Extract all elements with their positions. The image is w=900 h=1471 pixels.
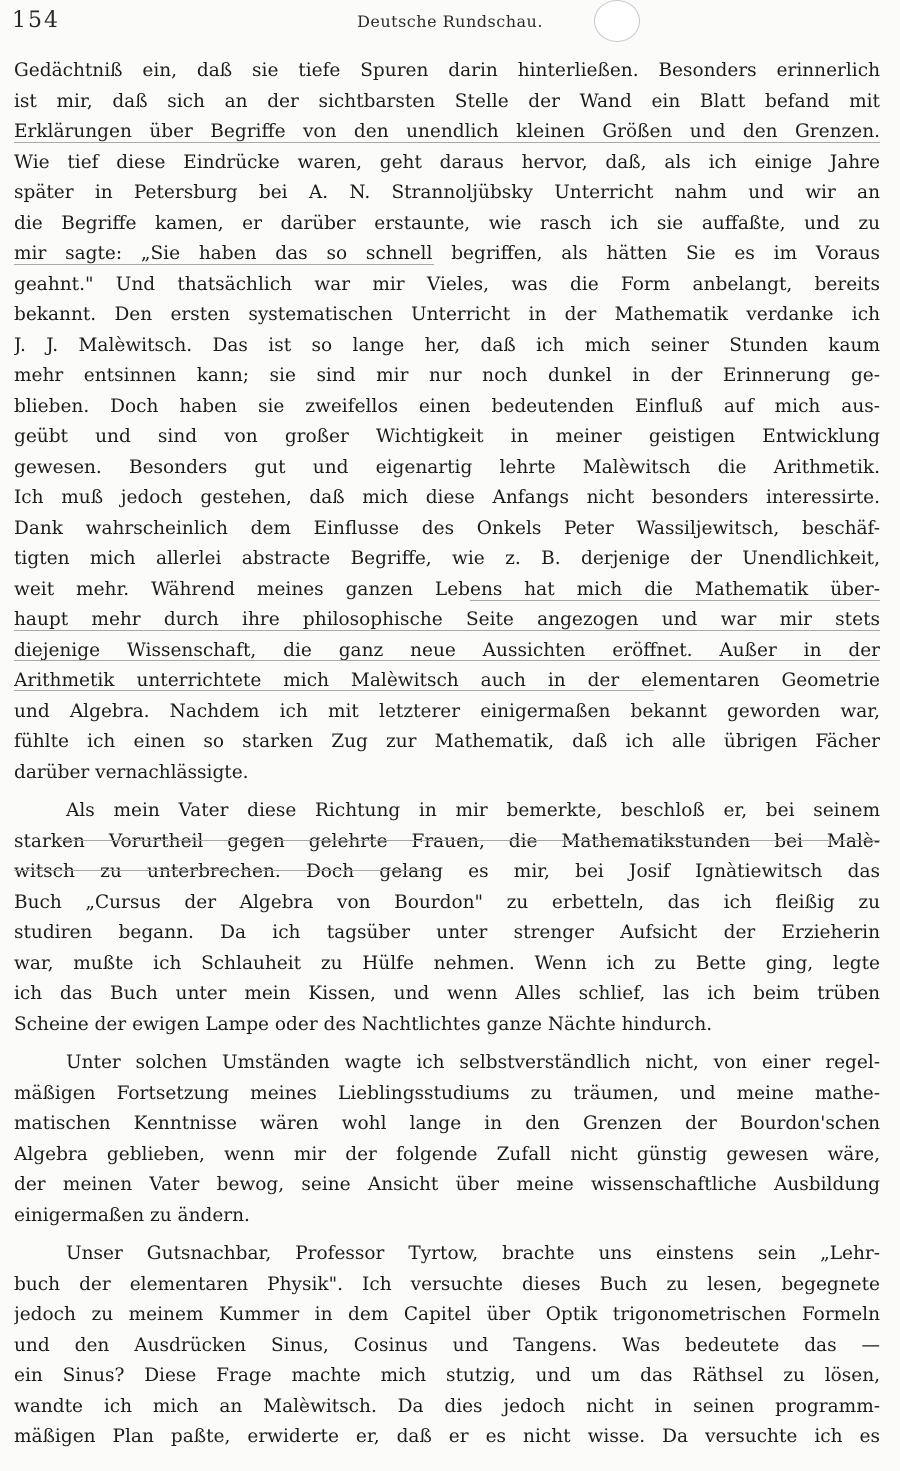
text-line: tigten mich allerlei abstracte Begriffe, wie z. B. derjenige der Unendlichkeit, — [14, 548, 880, 569]
text-line: Unter solchen Umständen wagte ich selbstverständlich nicht, von einer regel- — [66, 1052, 880, 1073]
pencil-underline — [470, 600, 880, 601]
text-line: mäßigen Plan paßte, erwiderte er, daß er es nicht wisse. Da versuchte ich es — [14, 1426, 880, 1447]
text-line: matischen Kenntnisse wären wohl lange in den Grenzen der Bourdon'schen — [14, 1113, 880, 1134]
text-line: blieben. Doch haben sie zweifellos einen bedeutenden Einfluß auf mich aus- — [14, 395, 880, 417]
text-line: geahnt." Und thatsächlich war mir Vieles, was die Form anbelangt, bereits — [14, 273, 880, 295]
text-line: jedoch zu meinem Kummer in dem Capitel über Optik trigonometrischen Formeln — [14, 1304, 880, 1325]
text-line: mir sagte: „Sie haben das so schnell begriffen, als hätten Sie es im Voraus — [14, 243, 880, 264]
text-line: bekannt. Den ersten systematischen Unterricht in der Mathematik verdanke ich — [14, 304, 880, 325]
punch-hole — [594, 0, 640, 42]
paragraph-gap — [14, 1231, 880, 1239]
text-line: wandte ich mich an Malèwitsch. Da dies jedoch nicht in seinen programm- — [14, 1395, 880, 1417]
pencil-underline — [14, 660, 880, 661]
page-number: 154 — [12, 8, 60, 33]
text-line: gewesen. Besonders gut und eigenartig lehrte Malèwitsch die Arithmetik. — [14, 456, 880, 478]
text-line: buch der elementaren Physik". Ich versuchte dieses Buch zu lesen, begegnete — [14, 1273, 880, 1295]
pencil-underline — [60, 840, 880, 841]
text-line: ein Sinus? Diese Frage machte mich stutzig, und um das Räthsel zu lösen, — [14, 1365, 880, 1386]
text-line: haupt mehr durch ihre philosophische Seite angezogen und war mir stets — [14, 609, 880, 630]
text-line: starken Vorurtheil gegen gelehrte Frauen, die Mathematikstunden bei Malè- — [14, 830, 880, 852]
text-line: mäßigen Fortsetzung meines Lieblingsstudiums zu träumen, und meine mathe- — [14, 1082, 880, 1104]
text-line: Scheine der ewigen Lampe oder des Nachtlichtes ganze Nächte hindurch. — [14, 1013, 713, 1035]
text-line: Buch „Cursus der Algebra von Bourdon" zu erbetteln, das ich fleißig zu — [14, 891, 880, 913]
text-line: und Algebra. Nachdem ich mit letzterer einigermaßen bekannt geworden war, — [14, 700, 880, 722]
text-line: ist mir, daß sich an der sichtbarsten Stelle der Wand ein Blatt befand mit — [14, 90, 880, 112]
text-line: J. J. Malèwitsch. Das ist so lange her, daß ich mich seiner Stunden kaum — [14, 334, 880, 356]
text-line: Ich muß jedoch gestehen, daß mich diese Anfangs nicht besonders interessirte. — [14, 487, 880, 508]
text-line: Arithmetik unterrichtete mich Malèwitsch auch in der elementaren Geometrie — [14, 670, 880, 691]
text-line: war, mußte ich Schlauheit zu Hülfe nehmen. Wenn ich zu Bette ging, legte — [14, 952, 880, 974]
pencil-underline — [14, 264, 434, 265]
body-text — [14, 56, 880, 1453]
text-line: geübt und sind von großer Wichtigkeit in meiner geistigen Entwicklung — [14, 426, 880, 447]
paragraph-gap — [14, 788, 880, 796]
text-line: diejenige Wissenschaft, die ganz neue Aussichten eröffnet. Außer in der — [14, 639, 880, 661]
text-line: weit mehr. Während meines ganzen Lebens hat mich die Mathematik über- — [14, 578, 880, 600]
text-line: Als mein Vater diese Richtung in mir bemerkte, beschloß er, bei seinem — [66, 800, 880, 821]
text-line: und den Ausdrücken Sinus, Cosinus und Tangens. Was bedeutete das — — [14, 1334, 880, 1356]
pencil-underline — [14, 630, 880, 631]
text-line: mehr entsinnen kann; sie sind mir nur noch dunkel in der Erinnerung ge- — [14, 365, 880, 386]
text-line: der meinen Vater bewog, seine Ansicht über meine wissenschaftliche Ausbildung — [14, 1174, 880, 1195]
text-line: Unser Gutsnachbar, Professor Tyrtow, brachte uns einstens sein „Lehr- — [66, 1243, 880, 1264]
running-head: Deutsche Rundschau. — [357, 12, 543, 31]
pencil-underline — [14, 142, 880, 143]
text-line: ich das Buch unter mein Kissen, und wenn Alles schlief, las ich beim trüben — [14, 983, 880, 1004]
text-line: einigermaßen zu ändern. — [14, 1204, 250, 1226]
pencil-underline — [14, 690, 654, 691]
text-line: Erklärungen über Begriffe von den unendlich kleinen Größen und den Grenzen. — [14, 121, 880, 142]
text-line: darüber vernachlässigte. — [14, 761, 249, 783]
text-line: später in Petersburg bei A. N. Strannoljübsky Unterricht nahm und wir an — [14, 182, 880, 203]
page-header — [0, 0, 900, 40]
paragraph-gap — [14, 1040, 880, 1048]
text-line: Dank wahrscheinlich dem Einflusse des Onkels Peter Wassiljewitsch, beschäf- — [14, 517, 880, 539]
text-line: die Begriffe kamen, er darüber erstaunte, wie rasch ich sie auffaßte, und zu — [14, 212, 880, 234]
text-line: Algebra geblieben, wenn mir der folgende Zufall nicht günstig gewesen wäre, — [14, 1143, 880, 1165]
text-line: Wie tief diese Eindrücke waren, geht daraus hervor, daß, als ich einige Jahre — [14, 151, 880, 173]
text-line: fühlte ich einen so starken Zug zur Mathematik, daß ich alle übrigen Fächer — [14, 731, 880, 752]
text-line: Gedächtniß ein, daß sie tiefe Spuren darin hinterließen. Besonders erinnerlich — [14, 60, 880, 81]
text-line: studiren begann. Da ich tagsüber unter strenger Aufsicht der Erzieherin — [14, 922, 880, 943]
pencil-underline — [14, 870, 434, 871]
text-line: witsch zu unterbrechen. Doch gelang es mir, bei Josif Ignàtiewitsch das — [14, 861, 880, 882]
